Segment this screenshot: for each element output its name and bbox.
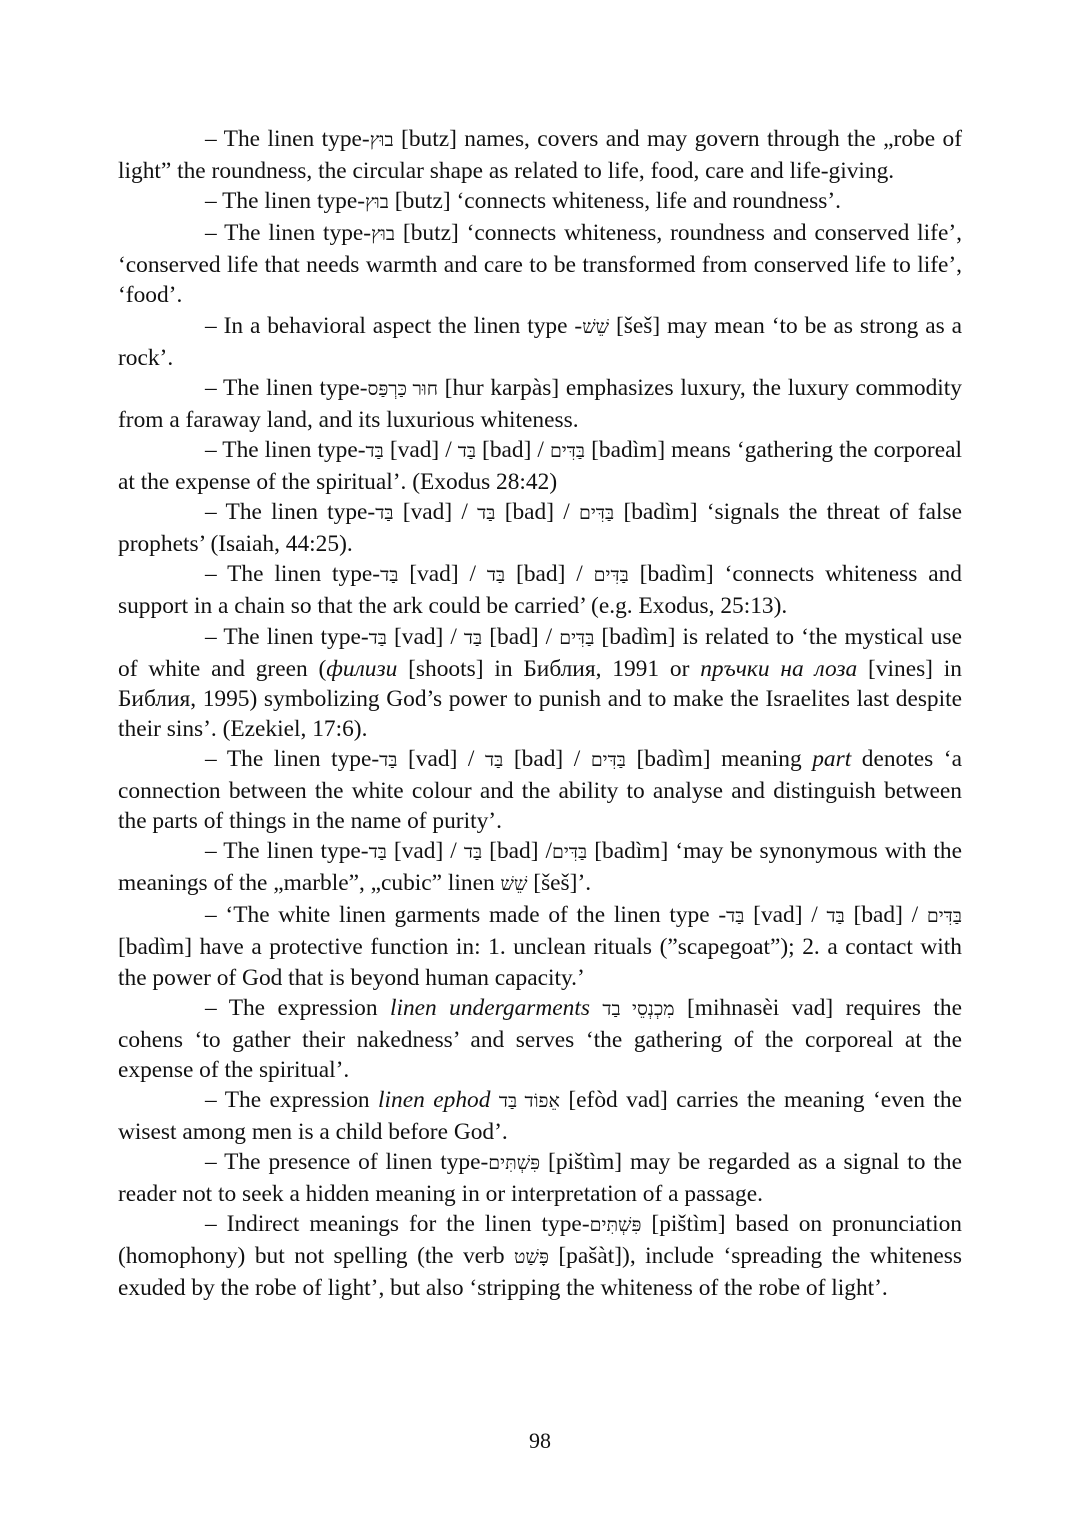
hebrew-term: בַּדִּים bbox=[559, 627, 595, 649]
text-run: [vad] / bbox=[386, 838, 464, 865]
text-run: – The linen type- bbox=[205, 188, 366, 215]
text-run: [šeš] may mean ‘to be as strong as a rock’. bbox=[118, 312, 963, 371]
text-run: [bad] / bbox=[503, 745, 591, 772]
text-run bbox=[490, 1087, 498, 1113]
text-run: [butz] ‘connects whiteness, roundness and conserved life’, ‘conserved life that needs warmth and care to be transformed from conserved life to life’, ‘food’. bbox=[118, 220, 962, 309]
paragraph bbox=[118, 622, 962, 744]
text-run: – The presence of linen type- bbox=[205, 1149, 489, 1176]
text-run: – Indirect meanings for the linen type- bbox=[205, 1211, 590, 1238]
text-run: denotes ‘a connection between the white colour and the ability to analyse and distinguish between the parts of things in the name of purity’. bbox=[118, 745, 962, 835]
hebrew-term: בוּץ bbox=[371, 224, 396, 246]
paragraph bbox=[118, 497, 962, 559]
hebrew-term: בוּץ bbox=[365, 192, 389, 214]
italic-term: linen undergarments bbox=[389, 994, 590, 1021]
text-run: [pašàt]), include ‘spreading the whiteness exuded by the robe of light’, but also ‘stripping the whiteness of the robe of light’. bbox=[118, 1243, 962, 1302]
text-run: [butz] ‘connects whiteness, life and roundness’. bbox=[388, 188, 842, 215]
text-run: – The linen type- bbox=[205, 436, 366, 463]
text-run: [efòd vad] carries the meaning ‘even the wisest among men is a child before God’. bbox=[118, 1086, 962, 1145]
text-run: [bad] / bbox=[476, 436, 550, 463]
paragraph bbox=[118, 186, 962, 218]
text-run: [badìm] ‘may be synonymous with the meanings of the „marble”, „cubic” linen bbox=[118, 838, 962, 897]
text-run: [bad] / bbox=[482, 623, 560, 650]
text-run: [badìm] meaning bbox=[625, 745, 813, 772]
hebrew-term: בַּדִּים bbox=[552, 842, 588, 864]
hebrew-term: בַּד bbox=[477, 503, 496, 525]
page-number: 98 bbox=[529, 1428, 551, 1453]
paragraph bbox=[118, 435, 962, 497]
page-body bbox=[118, 124, 962, 1304]
hebrew-term: בַּד bbox=[457, 440, 477, 462]
hebrew-term: פִּשְׁתִּים bbox=[488, 1153, 541, 1175]
text-run: [bad] / bbox=[495, 499, 580, 526]
hebrew-term: בַּדִּים bbox=[926, 906, 962, 928]
paragraph bbox=[118, 1209, 962, 1303]
text-run: [hur karpàs] emphasizes luxury, the luxury commodity from a faraway land, and its luxurious whiteness. bbox=[118, 374, 963, 433]
text-run: [šeš]’. bbox=[527, 870, 592, 897]
text-run: [vad] / bbox=[386, 623, 464, 650]
paragraph bbox=[118, 836, 962, 900]
text-run: – The expression bbox=[205, 994, 390, 1021]
text-run: – The expression bbox=[205, 1086, 379, 1113]
paragraph bbox=[118, 559, 962, 621]
hebrew-term: בַּד bbox=[726, 906, 745, 928]
hebrew-term: שֵׁשׁ bbox=[500, 874, 528, 896]
text-run: [badìm] have a protective function in: 1. unclean rituals (”scapegoat”); 2. a contact with the power of God that is beyond human capacity.’ bbox=[118, 934, 962, 991]
text-run: [bad] / bbox=[482, 838, 553, 865]
paragraph bbox=[118, 124, 962, 186]
text-run: [shoots] in Библия, 1991 or bbox=[397, 655, 701, 682]
text-run: – The linen type- bbox=[205, 838, 369, 865]
text-run: – In a behavioral aspect the linen type - bbox=[205, 312, 583, 339]
paragraph bbox=[118, 311, 962, 373]
text-run: – The linen type- bbox=[205, 220, 372, 247]
hebrew-term: בַּדִּים bbox=[549, 440, 586, 462]
text-run: [bad] / bbox=[844, 902, 927, 929]
paragraph bbox=[118, 1147, 962, 1209]
text-run: [bad] / bbox=[505, 561, 594, 588]
hebrew-term: בַּדִּים bbox=[593, 565, 629, 587]
italic-term: part bbox=[812, 745, 852, 772]
paragraph bbox=[118, 1085, 962, 1147]
hebrew-term: בַּד bbox=[368, 627, 387, 649]
text-run: – The linen type- bbox=[205, 623, 369, 650]
text-run: – ‘The white linen garments made of the linen type - bbox=[205, 902, 727, 929]
text-run: [pištìm] may be regarded as a signal to the reader not to seek a hidden meaning in or interpretation of a passage. bbox=[118, 1149, 962, 1208]
paragraph bbox=[118, 373, 962, 435]
italic-term: филизи bbox=[326, 655, 398, 682]
hebrew-term: בַּד bbox=[484, 749, 504, 771]
paragraph bbox=[118, 744, 962, 836]
paragraph bbox=[118, 900, 962, 992]
hebrew-term: בַּד bbox=[380, 565, 399, 587]
italic-term: пръчки на лоза bbox=[700, 655, 858, 682]
hebrew-term: מִכְנְסֵי בַד bbox=[602, 998, 675, 1020]
text-run: [butz] names, covers and may govern through the „robe of light” the roundness, the circular shape as related to life, food, care and life-giving. bbox=[118, 126, 962, 185]
text-run: [badìm] ‘signals the threat of false prophets’ (Isaiah, 44:25). bbox=[118, 499, 962, 558]
hebrew-term: חוּר כַּרְפַּס bbox=[367, 378, 438, 400]
hebrew-term: בַּדִּים bbox=[579, 503, 615, 525]
text-run: [badìm] is related to ‘the mystical use of white and green ( bbox=[118, 623, 962, 682]
hebrew-term: בַּד bbox=[486, 565, 506, 587]
hebrew-term: בַּד bbox=[826, 906, 845, 928]
italic-term: linen ephod bbox=[378, 1086, 491, 1113]
text-run: [mihnasèi vad] requires the cohens ‘to gather their nakedness’ and serves ‘the gathering of the corporeal at the expense of the spiritual’. bbox=[118, 994, 962, 1083]
hebrew-term: בַּדִּים bbox=[590, 749, 626, 771]
hebrew-term: בַּד bbox=[379, 749, 398, 771]
text-run: [vad] / bbox=[398, 561, 487, 588]
text-run: [badìm] ‘connects whiteness and support in a chain so that the ark could be carried’ (e.g. Exodus, 25:13). bbox=[118, 561, 962, 620]
hebrew-term: בַּד bbox=[463, 627, 483, 649]
text-run bbox=[590, 995, 602, 1021]
text-run: [vad] / bbox=[383, 436, 458, 463]
hebrew-term: פִּשְׁתִּים bbox=[589, 1215, 642, 1237]
text-run: [vines] in Библия, 1995) symbolizing God’s power to punish and to make the Israelites last despite their sins’. (Ezekiel, 17:6). bbox=[118, 655, 962, 742]
hebrew-term: בַּד bbox=[463, 842, 483, 864]
paragraph bbox=[118, 993, 962, 1085]
hebrew-term: בַּד bbox=[368, 842, 387, 864]
hebrew-term: בוּץ bbox=[369, 130, 394, 151]
text-run: [vad] / bbox=[393, 499, 478, 526]
text-run: – The linen type- bbox=[205, 374, 368, 401]
text-run: – The linen type- bbox=[205, 126, 370, 152]
hebrew-term: אֵפוֹד בַּד bbox=[498, 1090, 560, 1112]
text-run: [pištìm] based on pronunciation (homophony) but not spelling (the verb bbox=[118, 1211, 962, 1270]
text-run: – The linen type- bbox=[205, 561, 381, 588]
text-run: [badìm] means ‘gathering the corporeal at the expense of the spiritual’. (Exodus 28:42) bbox=[118, 436, 962, 496]
paragraph bbox=[118, 218, 962, 310]
hebrew-term: בַּד bbox=[375, 503, 394, 525]
hebrew-term: שֵׁשׁ bbox=[582, 316, 610, 338]
hebrew-term: פָּשַׁט bbox=[514, 1247, 549, 1269]
text-run: [vad] / bbox=[744, 902, 827, 929]
hebrew-term: בַּד bbox=[365, 440, 384, 462]
text-run: [vad] / bbox=[397, 745, 485, 772]
text-run: – The linen type- bbox=[205, 499, 376, 526]
text-run: – The linen type- bbox=[205, 745, 380, 772]
